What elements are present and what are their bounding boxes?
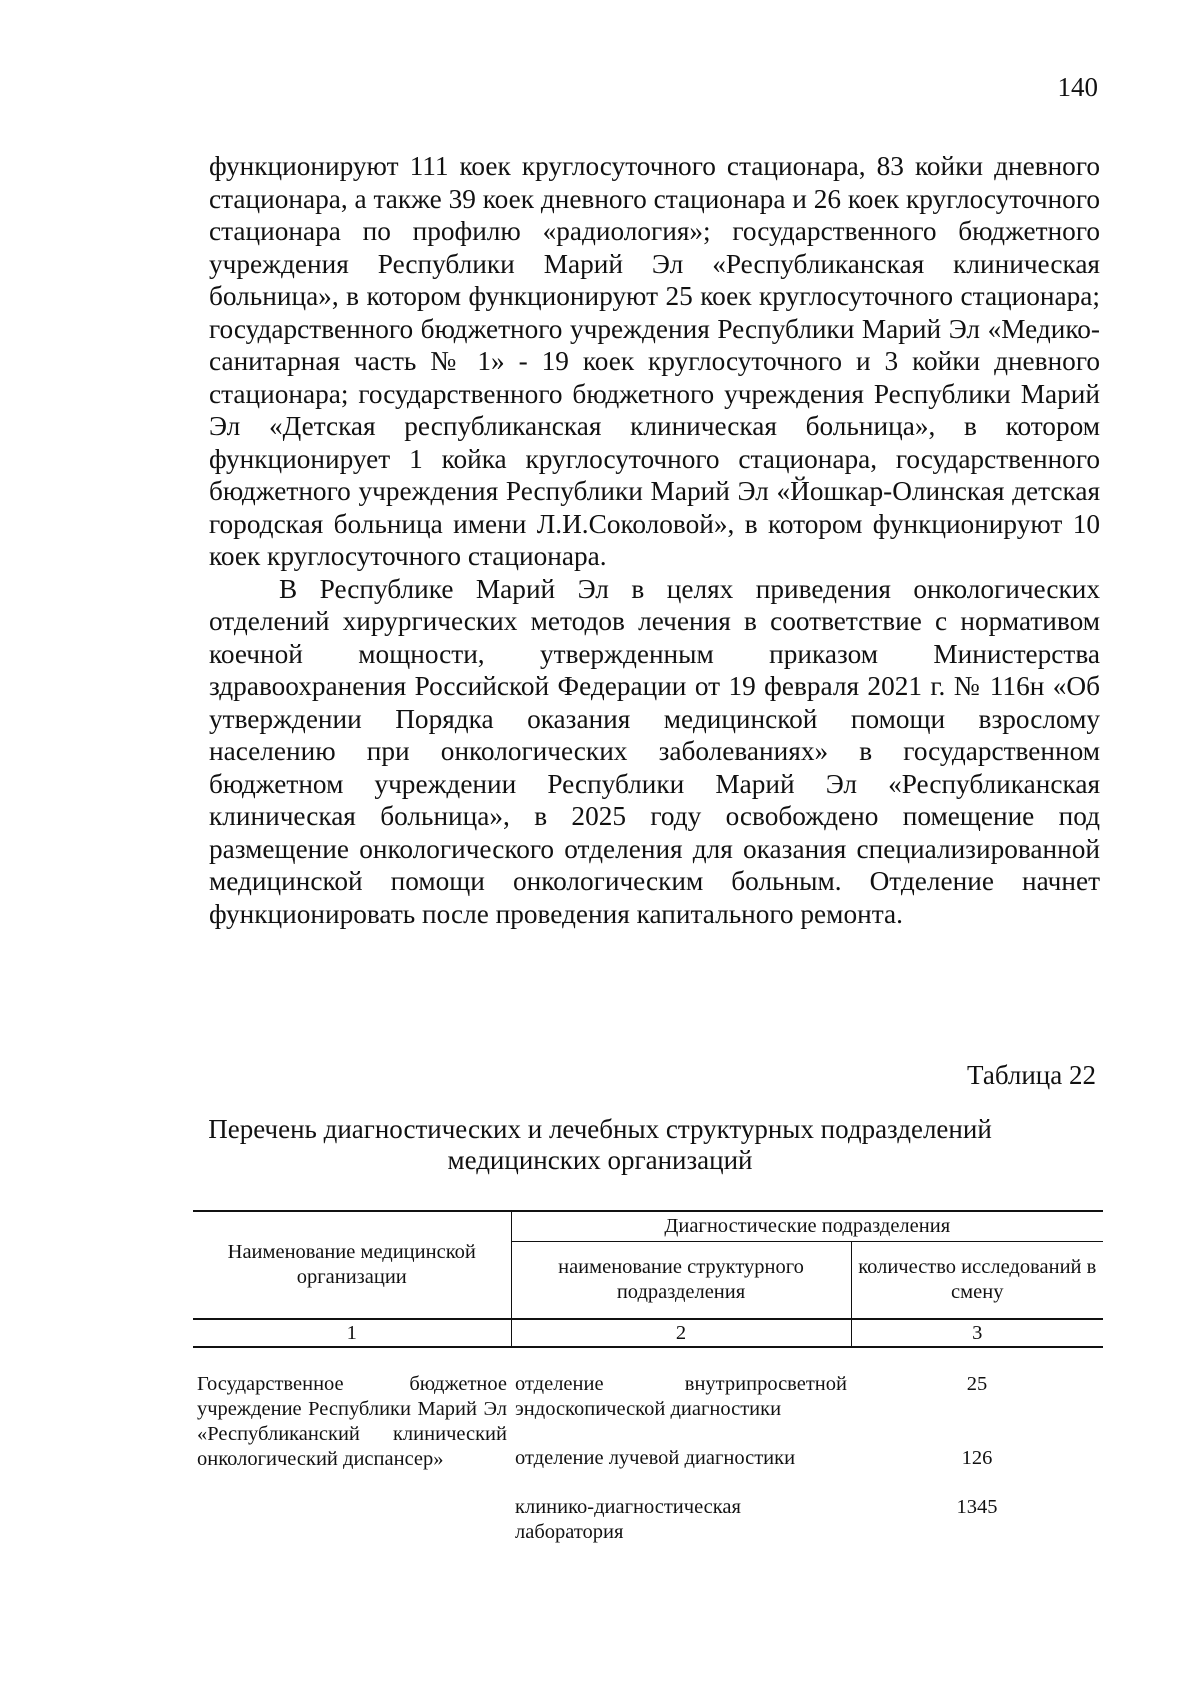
header-unit-name: наименование структурного подразделения xyxy=(511,1242,851,1320)
table-row xyxy=(193,1372,1103,1422)
header-org-name: Наименование медицинской организации xyxy=(193,1211,511,1319)
table-title-line-1: Перечень диагностических и лечебных структурных подразделений xyxy=(208,1114,992,1144)
table-title xyxy=(150,1114,1050,1176)
table-title-line-2: медицинских организаций xyxy=(447,1145,753,1175)
unit-name: отделение лучевой диагностики xyxy=(515,1447,796,1469)
paragraph-continuation: функционируют 111 коек круглосуточного стационара, 83 койки дневного стационара, а также 39 коек дневного стационара и 26 коек круглосуточного стационара по профилю «радиология»; государственного бюджетного учреждения Республики Марий Эл «Республиканская клиническая больница», в котором функционируют 25 коек круглосуточного стационара; государственного бюджетного учреждения Республики Марий Эл «Медико-санитарная часть № 1» - 19 коек круглосуточного и 3 койки дневного стационара; государственного бюджетного учреждения Республики Марий Эл «Детская республиканская клиническая больница», в котором функционирует 1 койка круглосуточного стационара, государственного бюджетного учреждения Республики Марий Эл «Йошкар-Олинская детская городская больница имени Л.И.Соколовой», в котором функционируют 10 коек круглосуточного стационара. xyxy=(209,151,1100,571)
unit-count: 126 xyxy=(961,1447,993,1469)
column-number-3: 3 xyxy=(851,1319,1103,1347)
diagnostic-units-table xyxy=(193,1210,1103,1545)
body-text xyxy=(209,150,1100,930)
column-number-1: 1 xyxy=(193,1319,511,1347)
table-header-row xyxy=(193,1211,1103,1242)
page-number: 140 xyxy=(1057,72,1098,102)
table-label: Таблица 22 xyxy=(967,1060,1096,1090)
paragraph-oncology: В Республике Марий Эл в целях приведения онкологических отделений хирургических методов лечения в соответствие с нормативом коечной мощности, утвержденным приказом Министерства здравоохранения Российской Федерации от 19 февраля 2021 г. № 116н «Об утверждении Порядка оказания медицинской помощи взрослому населению при онкологических заболеваниях» в государственном бюджетном учреждении Республики Марий Эл «Республиканская клиническая больница», в 2025 году освобождено помещение под размещение онкологического отделения для оказания специализированной медицинской помощи онкологическим больным. Отделение начнет функционировать после проведения капитального ремонта. xyxy=(209,573,1100,929)
header-count: количество исследований в смену xyxy=(851,1242,1103,1320)
organization-name: Государственное бюджетное учреждение Республики Марий Эл «Республиканский клинический онкологический диспансер» xyxy=(197,1373,507,1470)
column-number-row xyxy=(193,1319,1103,1347)
header-diagnostic-units: Диагностические подразделения xyxy=(511,1211,1103,1242)
column-number-2: 2 xyxy=(511,1319,851,1347)
unit-name: отделение внутрипросветной эндоскопической диагностики xyxy=(515,1373,847,1420)
unit-name: клинико-диагностическая лаборатория xyxy=(515,1496,741,1543)
unit-count: 1345 xyxy=(956,1496,998,1518)
unit-count: 25 xyxy=(966,1373,988,1395)
table-spacer xyxy=(193,1347,1103,1372)
